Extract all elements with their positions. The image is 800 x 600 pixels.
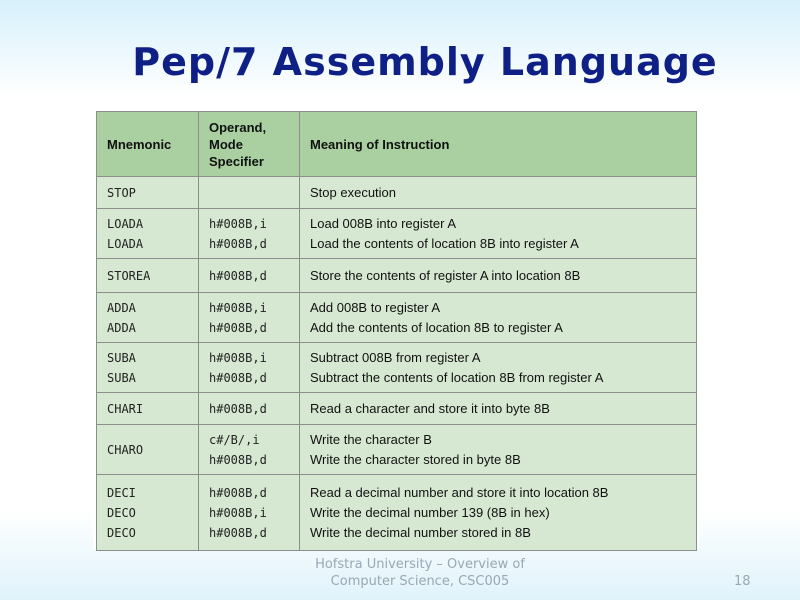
meaning-text: Write the character stored in byte 8B xyxy=(310,451,521,467)
meaning-text: Write the character B xyxy=(310,431,432,447)
operand-cell xyxy=(199,293,300,343)
table-row xyxy=(97,425,697,475)
mnemonic-cell xyxy=(97,425,199,475)
meaning-cell xyxy=(300,259,697,293)
meaning-text: Read a decimal number and store it into location 8B xyxy=(310,484,609,500)
operand-value: h#008B,i xyxy=(209,300,267,315)
operand-cell xyxy=(199,259,300,293)
header-operand xyxy=(199,112,300,177)
meaning-cell xyxy=(300,209,697,259)
footer-line: Computer Science, CSC005 xyxy=(330,574,510,589)
operand-cell xyxy=(199,177,300,209)
operand-value: h#008B,d xyxy=(209,525,267,540)
operand-value: h#008B,d xyxy=(209,320,267,335)
operand-value: h#008B,d xyxy=(209,370,267,385)
operand-value: h#008B,d xyxy=(209,452,267,467)
meaning-cell xyxy=(300,393,697,425)
operand-value: c#/B/,i xyxy=(209,432,260,447)
table-row xyxy=(97,475,697,551)
slide-title: Pep/7 Assembly Language xyxy=(132,40,718,84)
mnemonic-value: CHARO xyxy=(107,442,144,457)
mnemonic-value: ADDA xyxy=(107,300,136,315)
mnemonic-value: STOREA xyxy=(107,268,151,283)
meaning-text: Load the contents of location 8B into register A xyxy=(310,235,579,251)
meaning-cell xyxy=(300,177,697,209)
mnemonic-cell xyxy=(97,259,199,293)
meaning-text: Stop execution xyxy=(310,184,397,200)
operand-cell xyxy=(199,393,300,425)
table-row xyxy=(97,343,697,393)
meaning-cell xyxy=(300,343,697,393)
meaning-text: Add 008B to register A xyxy=(310,299,441,315)
table-body xyxy=(97,177,697,551)
operand-value: h#008B,d xyxy=(209,485,267,500)
header-operand-line: Mode xyxy=(209,136,243,152)
mnemonic-value: LOADA xyxy=(107,236,144,251)
meaning-text: Subtract 008B from register A xyxy=(310,349,481,365)
instruction-table xyxy=(96,111,697,551)
page-number: 18 xyxy=(734,574,751,589)
operand-value: h#008B,d xyxy=(209,268,267,283)
meaning-text: Read a character and store it into byte 8B xyxy=(310,400,550,416)
meaning-text: Write the decimal number 139 (8B in hex) xyxy=(310,504,550,520)
header-meaning: Meaning of Instruction xyxy=(300,112,697,177)
footer-line: Hofstra University – Overview of xyxy=(315,557,525,572)
slide-footer xyxy=(0,556,800,590)
header-operand-line: Specifier xyxy=(209,153,264,169)
instruction-table-frame xyxy=(93,104,699,549)
mnemonic-cell xyxy=(97,293,199,343)
mnemonic-cell xyxy=(97,177,199,209)
mnemonic-value: STOP xyxy=(107,185,136,200)
mnemonic-value: SUBA xyxy=(107,350,136,365)
operand-value: h#008B,i xyxy=(209,350,267,365)
meaning-cell xyxy=(300,475,697,551)
header-operand-line: Operand, xyxy=(209,119,267,135)
operand-value: h#008B,i xyxy=(209,216,267,231)
mnemonic-value: DECO xyxy=(107,505,136,520)
header-mnemonic: Mnemonic xyxy=(97,112,199,177)
mnemonic-cell xyxy=(97,343,199,393)
operand-cell xyxy=(199,475,300,551)
meaning-text: Store the contents of register A into location 8B xyxy=(310,267,581,283)
mnemonic-cell xyxy=(97,209,199,259)
operand-value: h#008B,d xyxy=(209,236,267,251)
mnemonic-value: LOADA xyxy=(107,216,144,231)
operand-cell xyxy=(199,425,300,475)
operand-cell xyxy=(199,209,300,259)
operand-value: h#008B,i xyxy=(209,505,267,520)
meaning-text: Subtract the contents of location 8B from register A xyxy=(310,369,604,385)
mnemonic-cell xyxy=(97,475,199,551)
table-row xyxy=(97,393,697,425)
meaning-text: Load 008B into register A xyxy=(310,215,456,231)
table-row xyxy=(97,177,697,209)
meaning-text: Write the decimal number stored in 8B xyxy=(310,524,531,540)
mnemonic-value: CHARI xyxy=(107,401,144,416)
mnemonic-value: DECI xyxy=(107,485,136,500)
meaning-cell xyxy=(300,293,697,343)
table-row xyxy=(97,293,697,343)
table-header-row xyxy=(97,112,697,177)
mnemonic-value: DECO xyxy=(107,525,136,540)
table-row xyxy=(97,209,697,259)
meaning-cell xyxy=(300,425,697,475)
mnemonic-cell xyxy=(97,393,199,425)
operand-cell xyxy=(199,343,300,393)
table-row xyxy=(97,259,697,293)
meaning-text: Add the contents of location 8B to register A xyxy=(310,319,563,335)
mnemonic-value: SUBA xyxy=(107,370,136,385)
mnemonic-value: ADDA xyxy=(107,320,136,335)
operand-value: h#008B,d xyxy=(209,401,267,416)
